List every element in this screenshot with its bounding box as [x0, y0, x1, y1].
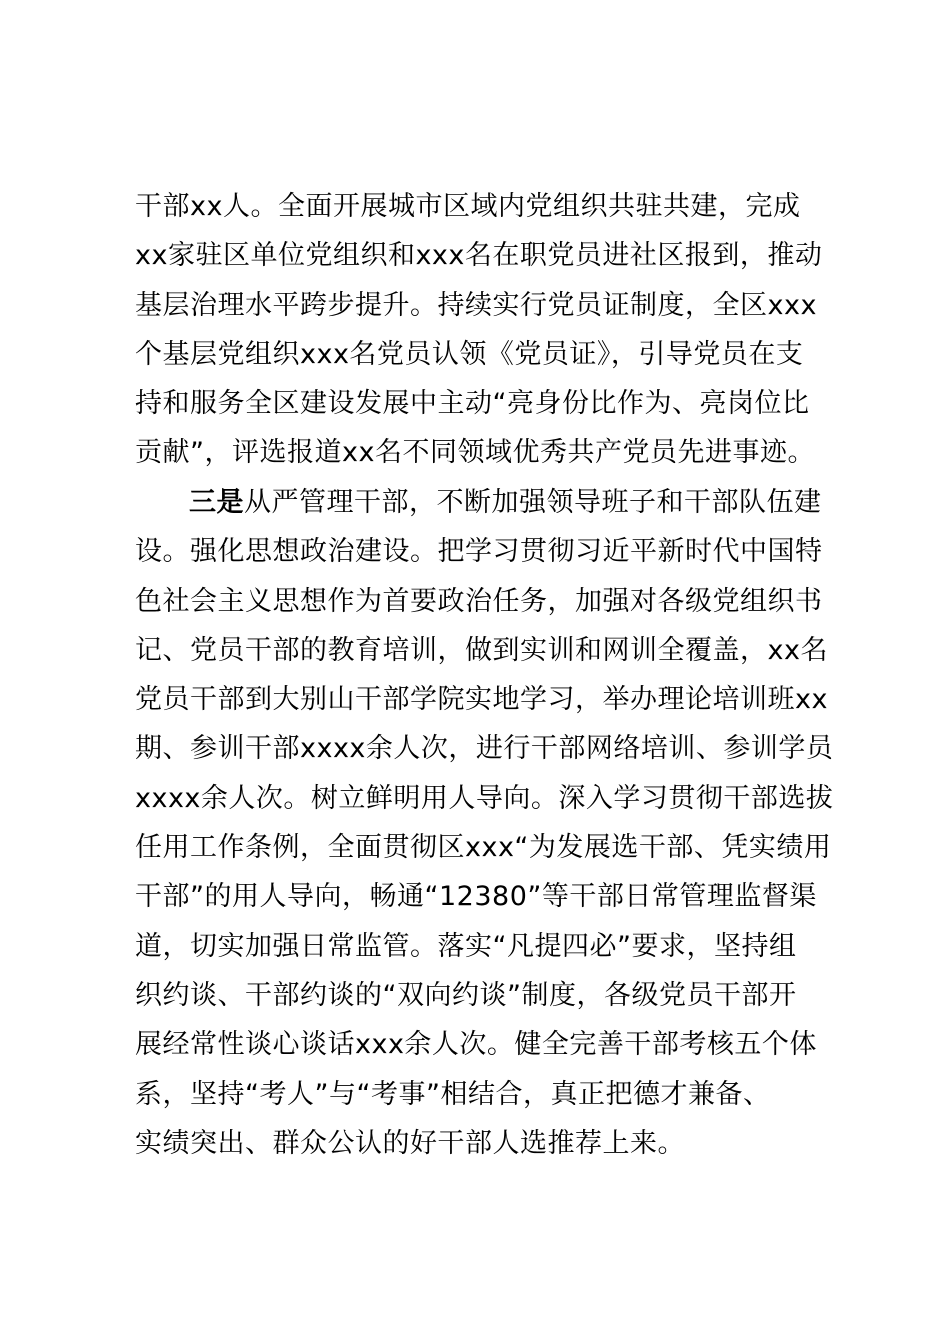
text-line: 干部xx人。全面开展城市区域内党组织共驻共建，完成 — [135, 191, 801, 222]
text-line: 实绩突出、群众公认的好干部人选推荐上来。 — [135, 1127, 685, 1159]
text-line: 道，切实加强日常监管。落实“凡提四必”要求，坚持组 — [135, 930, 797, 962]
text-line: 记、党员干部的教育培训，做到实训和网训全覆盖，xx名 — [135, 634, 828, 666]
text-line-first — [135, 478, 855, 527]
text-line: 系，坚持“考人”与“考事”相结合，真正把德才兼备、 — [135, 1078, 771, 1110]
text-line: 基层治理水平跨步提升。持续实行党员证制度，全区xxx — [135, 289, 817, 321]
paragraph-cadre-management — [135, 478, 855, 1168]
text-line: 期、参训干部xxxx余人次，进行干部网络培训、参训学员 — [135, 733, 834, 765]
text-line: 设。强化思想政治建设。把学习贯彻习近平新时代中国特 — [135, 536, 823, 568]
paragraph-continuation — [135, 182, 855, 478]
lead-line-text: 从严管理干部，不断加强领导班子和干部队伍建 — [244, 487, 822, 518]
text-line: 色社会主义思想作为首要政治任务，加强对各级党组织书 — [135, 585, 823, 617]
text-line: 贡献”，评选报道xx名不同领域优秀共产党员先进事迹。 — [135, 437, 815, 469]
text-line: 任用工作条例，全面贯彻区xxx“为发展选干部、凭实绩用 — [135, 832, 832, 864]
lead-bold-text: 三是 — [189, 487, 244, 518]
text-line: 干部”的用人导向，畅通“12380”等干部日常管理监督渠 — [135, 881, 817, 913]
text-line: 持和服务全区建设发展中主动“亮身份比作为、亮岗位比 — [135, 388, 810, 420]
text-line: 党员干部到大别山干部学院实地学习，举办理论培训班xx — [135, 684, 828, 716]
text-line: xx家驻区单位党组织和xxx名在职党员进社区报到，推动 — [135, 240, 823, 272]
text-line: xxxx余人次。树立鲜明用人导向。深入学习贯彻干部选拔 — [135, 782, 834, 814]
text-line: 个基层党组织xxx名党员认领《党员证》，引导党员在支 — [135, 338, 804, 370]
text-line: 织约谈、干部约谈的“双向约谈”制度，各级党员干部开 — [135, 979, 797, 1011]
text-line: 展经常性谈心谈话xxx余人次。健全完善干部考核五个体 — [135, 1029, 817, 1061]
